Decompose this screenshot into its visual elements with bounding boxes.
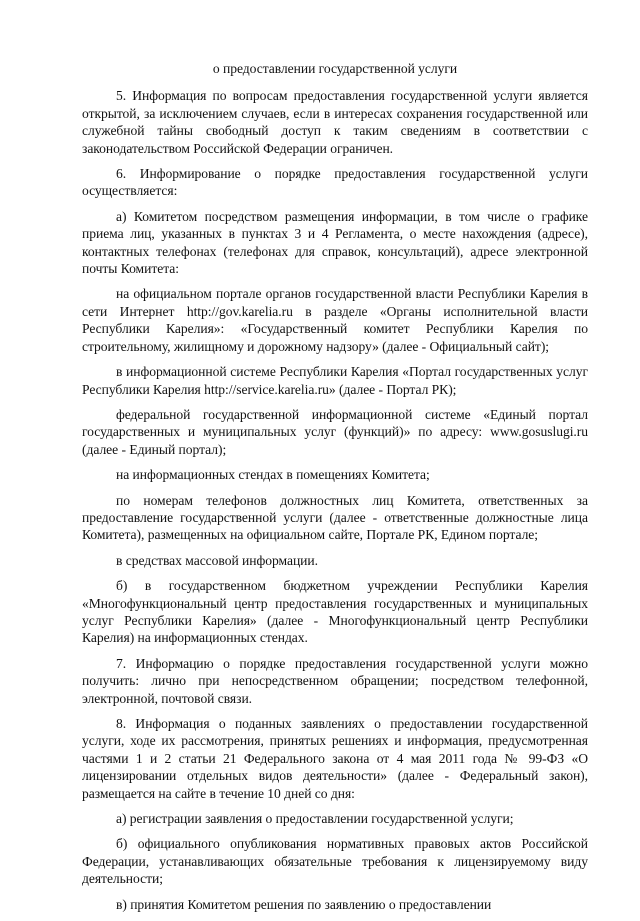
paragraph-official-portal: на официальном портале органов государственной власти Республики Карелия в сети Интернет http://gov.karelia.ru в разделе «Органы исполнительной власти Республики Карелия»: «Государственный комитет Республики Карелия по строительному, жилищному и дорожному надзору» (далее - Официальный сайт); — [82, 286, 588, 354]
paragraph-8a: а) регистрации заявления о предоставлении государственной услуги; — [116, 811, 514, 827]
paragraph-6: 6. Информирование о порядке предоставления государственной услуги осуществляется: — [82, 166, 588, 199]
paragraph-8: 8. Информация о поданных заявлениях о предоставлении государственной услуги, ходе их рассмотрения, принятых решениях и информация, предусмотренная частями 1 и 2 статьи 21 Федерального закона от 4 мая 2011 года № 99-ФЗ «О лицензировании отдельных видов деятельности» (далее - Федеральный закон), размещается на сайте в течение 10 дней со дня: — [82, 716, 588, 801]
paragraph-6b: б) в государственном бюджетном учреждении Республики Карелия «Многофункциональный центр предоставления государственных и муниципальных услуг Республики Карелия» (далее - Многофункциональный центр Республики Карелия) на информационных стендах. — [82, 578, 588, 646]
document-page — [82, 60, 588, 921]
paragraph-6a: а) Комитетом посредством размещения информации, в том числе о графике приема лиц, указанных в пунктах 3 и 4 Регламента, о месте нахождения (адресе), контактных телефонах (телефонах для справок, консультаций), адресе электронной почты Комитета: — [82, 208, 588, 277]
paragraph-info-stands: на информационных стендах в помещениях Комитета; — [116, 467, 430, 483]
paragraph-7: 7. Информацию о порядке предоставления государственной услуги можно получить: лично при непосредственном обращении; посредством телефонной, электронной, почтовой связи. — [82, 655, 588, 706]
paragraph-phones: по номерам телефонов должностных лиц Комитета, ответственных за предоставление государственной услуги (далее - ответственные должностные лица Комитета), размещенных на официальном сайте, Портале РК, Едином портале; — [82, 492, 588, 543]
paragraph-portal-rk: в информационной системе Республики Карелия «Портал государственных услуг Республики Карелия http://service.karelia.ru» (далее - Портал РК); — [82, 364, 588, 397]
paragraph-8v: в) принятия Комитетом решения по заявлению о предоставлении — [116, 896, 492, 912]
paragraph-unified-portal: федеральной государственной информационной системе «Единый портал государственных и муниципальных услуг (функций)» по адресу: www.gosuslugi.ru (далее - Единый портал); — [82, 406, 588, 457]
paragraph-mass-media: в средствах массовой информации. — [116, 552, 318, 568]
section-heading: о предоставлении государственной услуги — [212, 61, 458, 76]
paragraph-8b: б) официального опубликования нормативных правовых актов Российской Федерации, устанавливающих обязательные требования к лицензируемому виду деятельности; — [82, 836, 588, 887]
paragraph-5: 5. Информация по вопросам предоставления государственной услуги является открытой, за исключением случаев, если в интересах сохранения государственной или служебной тайны свободный доступ к таким сведениям в соответствии с законодательством Российской Федерации ограничен. — [82, 88, 588, 156]
